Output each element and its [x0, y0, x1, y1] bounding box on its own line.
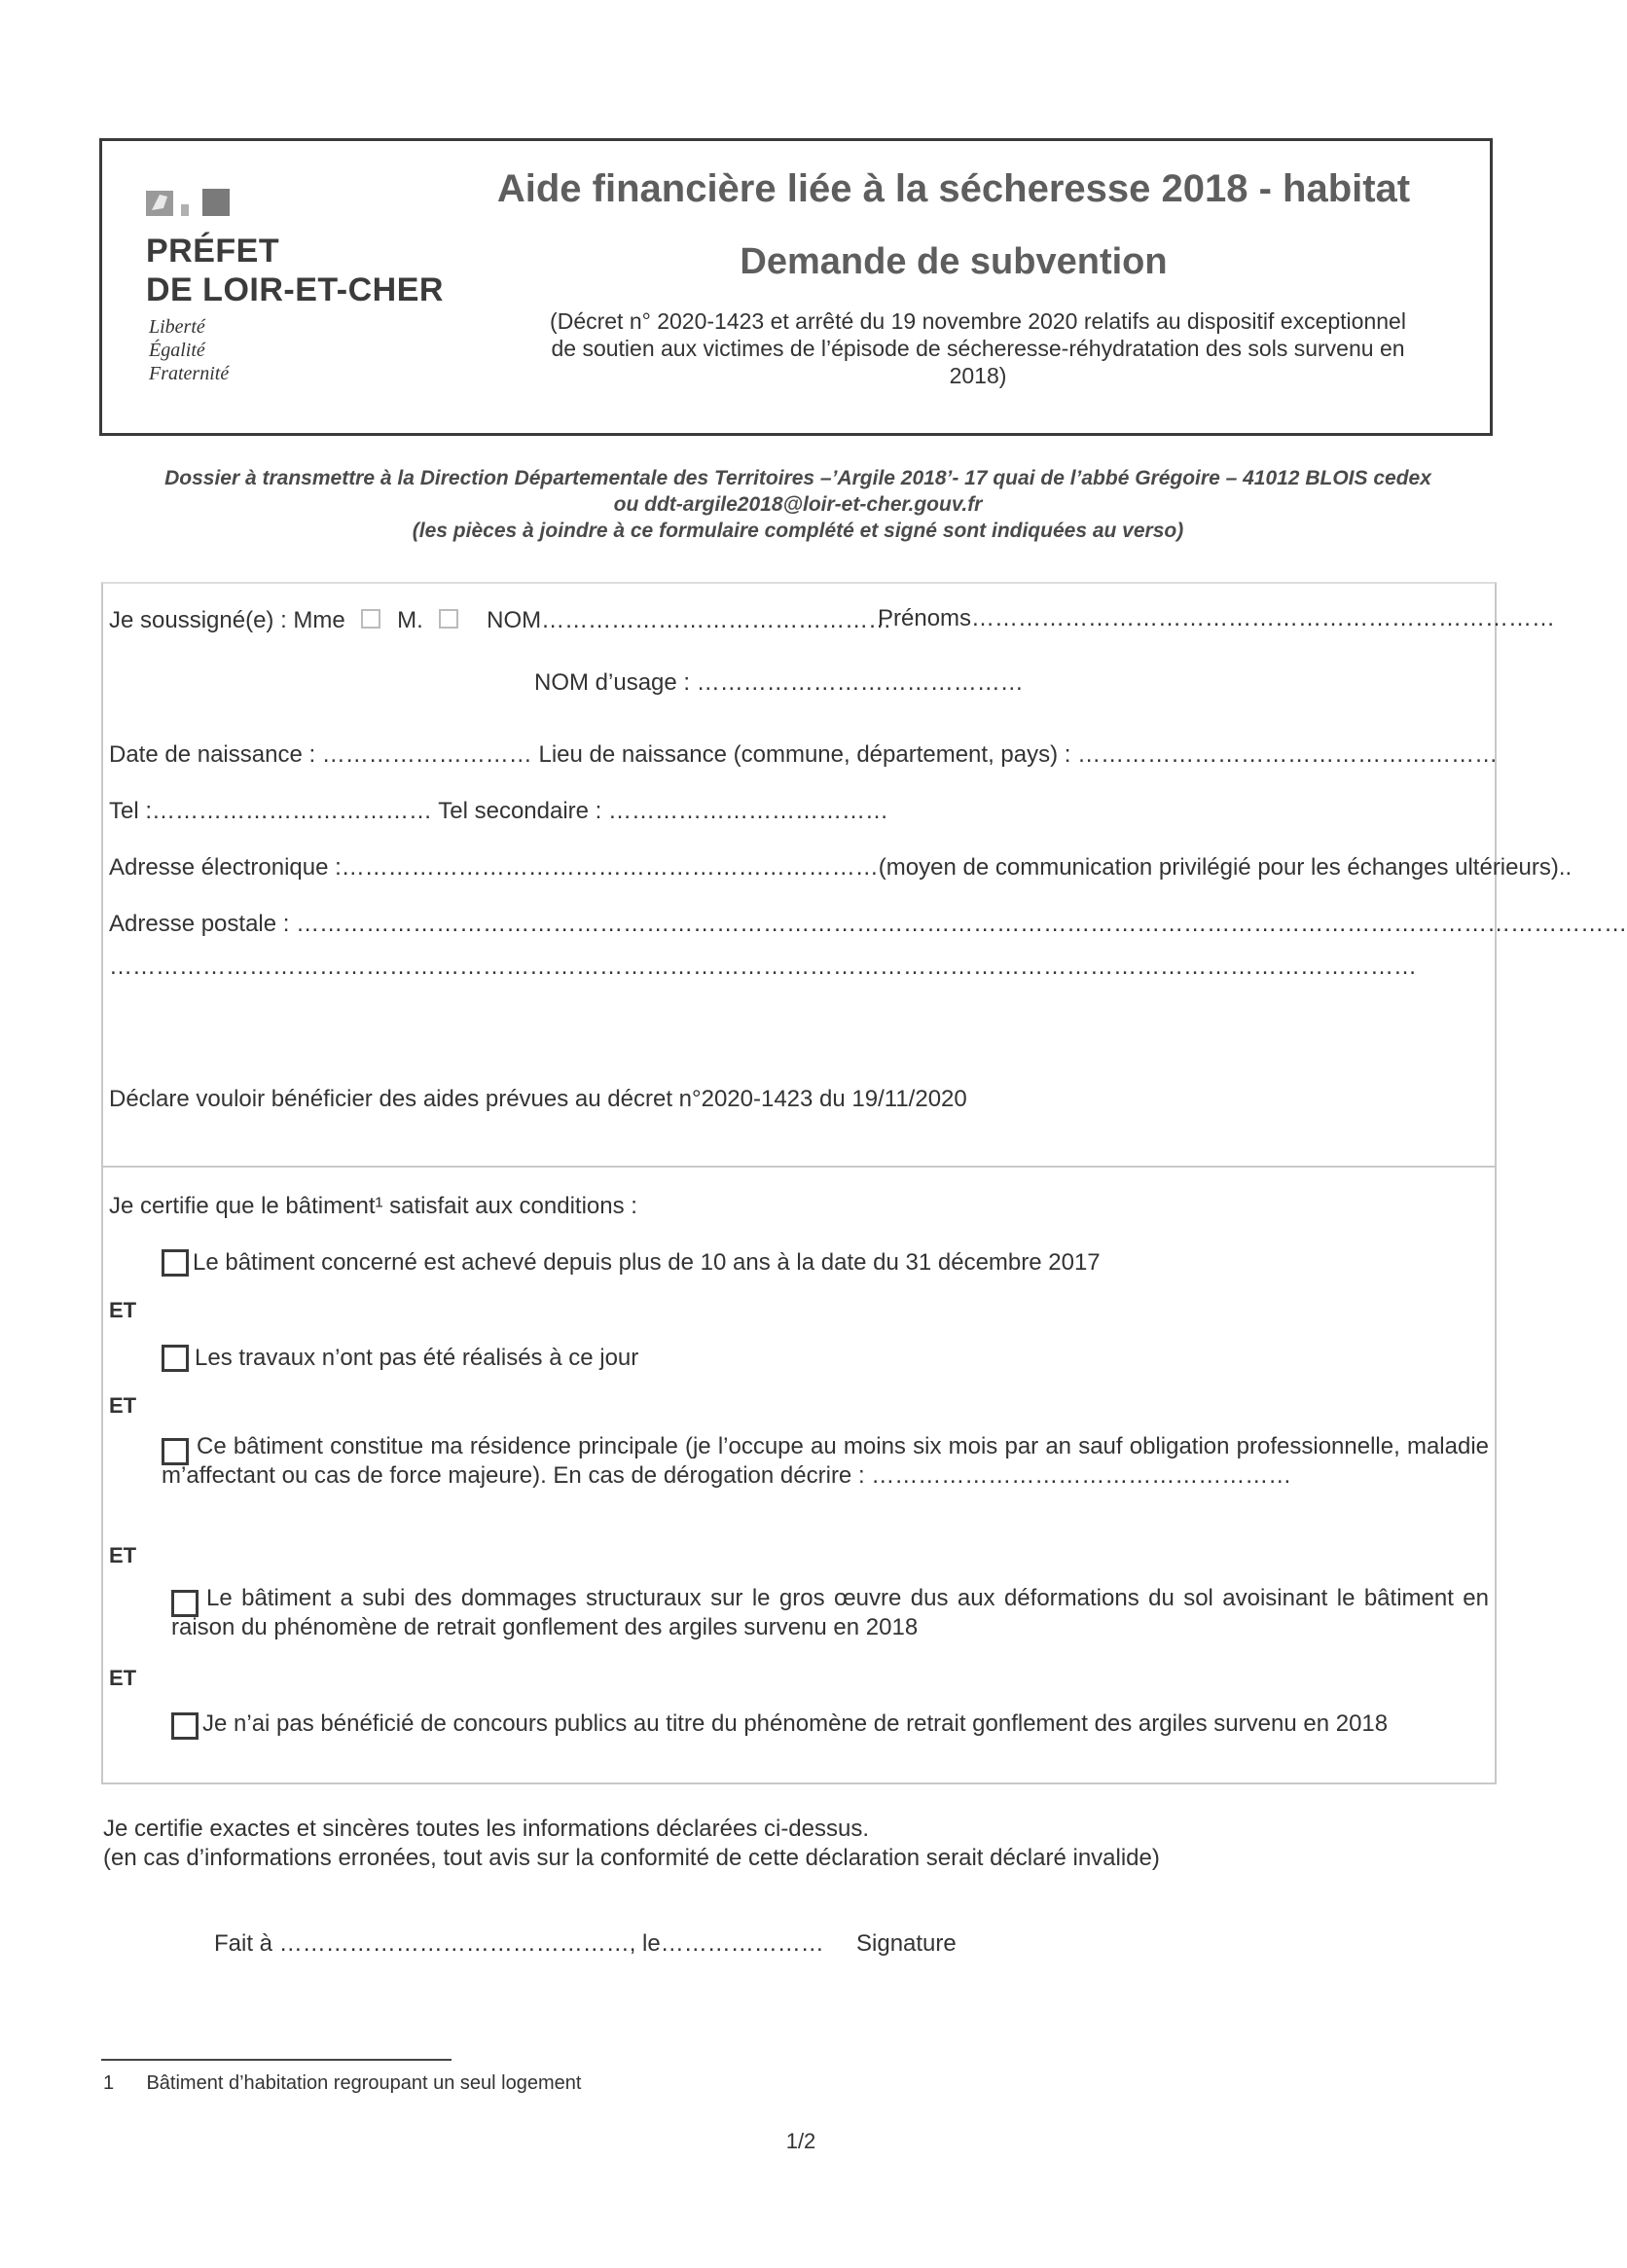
decree-line-2: de soutien aux victimes de l’épisode de sécheresse-réhydratation des sols survenu en: [551, 336, 1405, 361]
condition-1-checkbox[interactable]: [162, 1249, 189, 1277]
condition-1-text: Le bâtiment concerné est achevé depuis plus de 10 ans à la date du 31 décembre 2017: [193, 1249, 1101, 1276]
republic-motto: [149, 315, 229, 385]
fait-a-field[interactable]: Fait à ………………………………………, le…………………: [214, 1930, 824, 1957]
signature-label: Signature: [856, 1930, 957, 1957]
prefet-block: [146, 232, 444, 309]
decree-reference: [491, 307, 1464, 389]
page-number: 1/2: [785, 2129, 816, 2153]
m-label: M.: [397, 607, 423, 633]
condition-3-text: Ce bâtiment constitue ma résidence principale (je l’occupe au moins six mois par an sauf obligation professionnelle, maladie m’affectant ou cas de force majeure). En cas de dérogation décrire : ………………………………………………: [162, 1433, 1489, 1489]
et-connector: ET: [109, 1298, 137, 1322]
nom-usage-field[interactable]: NOM d’usage : ……………………………………: [534, 669, 1024, 696]
condition-5-checkbox[interactable]: [171, 1712, 199, 1740]
certify-line-1: Je certifie exactes et sincères toutes les informations déclarées ci-dessus.: [103, 1816, 870, 1842]
soussigne-label: Je soussigné(e) : Mme: [109, 607, 345, 633]
motto-fraternite: Fraternité: [149, 363, 230, 384]
decree-line-3: 2018): [949, 363, 1007, 388]
prefet-line-1: PRÉFET: [146, 233, 280, 270]
conditions-intro: Je certifie que le bâtiment¹ satisfait aux conditions :: [109, 1193, 637, 1219]
postal-address-line-2[interactable]: ……………………………………………………………………………………………………………………………………………………: [109, 954, 1417, 980]
mme-checkbox[interactable]: [361, 609, 380, 629]
phone-field[interactable]: Tel :……………………………… Tel secondaire : ………………………………: [109, 798, 889, 824]
nom-field[interactable]: NOM………………………………………: [487, 607, 892, 633]
prenoms-field[interactable]: Prénoms…………………………………………………………………: [878, 605, 1556, 631]
decree-line-1: (Décret n° 2020-1423 et arrêté du 19 novembre 2020 relatifs au dispositif exceptionnel: [550, 308, 1406, 334]
declaration-statement: Déclare vouloir bénéficier des aides prévues au décret n°2020-1423 du 19/11/2020: [109, 1086, 967, 1112]
transmit-attachments: (les pièces à joindre à ce formulaire complété et signé sont indiquées au verso): [412, 520, 1184, 542]
transmit-address: Dossier à transmettre à la Direction Départementale des Territoires –’Argile 2018’- 17 quai de l’abbé Grégoire – 41012 BLOIS cedex: [164, 467, 1431, 489]
certify-line-2: (en cas d’informations erronées, tout avis sur la conformité de cette déclaration serait déclaré invalide): [103, 1845, 1160, 1871]
prefet-line-2: DE LOIR-ET-CHER: [146, 271, 444, 308]
condition-2-text: Les travaux n’ont pas été réalisés à ce jour: [195, 1345, 639, 1371]
et-connector: ET: [109, 1393, 137, 1418]
document-title: Aide financière liée à la sécheresse 2018 - habitat: [496, 167, 1411, 210]
footnote: 1 Bâtiment d’habitation regroupant un seul logement: [103, 2072, 582, 2094]
marianne-logo-icon: [146, 185, 241, 218]
postal-address-field[interactable]: Adresse postale : ………………………………………………………………………………………………………………………………………………………: [109, 911, 1627, 937]
condition-2-checkbox[interactable]: [162, 1345, 189, 1372]
condition-4-text: Le bâtiment a subi des dommages structuraux sur le gros œuvre dus aux déformations du sol avoisinant le bâtiment en raison du phénomène de retrait gonflement des argiles survenu en 2018: [171, 1585, 1489, 1640]
condition-5-text: Je n’ai pas bénéficié de concours publics au titre du phénomène de retrait gonflement des argiles survenu en 2018: [202, 1710, 1389, 1737]
email-field[interactable]: Adresse électronique :……………………………………………………………(moyen de communication privilégié pour les échanges ultérieurs)..: [109, 854, 1573, 881]
birth-field[interactable]: Date de naissance : ……………………… Lieu de naissance (commune, département, pays) : ………………………………………………: [109, 741, 1499, 768]
civility-row: [109, 607, 891, 634]
motto-egalite: Égalité: [149, 340, 205, 361]
footnote-rule: [101, 2059, 452, 2061]
motto-liberte: Liberté: [149, 316, 205, 338]
et-connector: ET: [109, 1543, 137, 1567]
et-connector: ET: [109, 1666, 137, 1690]
transmit-email: ou ddt-argile2018@loir-et-cher.gouv.fr: [613, 493, 983, 516]
transmission-note: [88, 465, 1508, 544]
m-checkbox[interactable]: [439, 609, 458, 629]
document-subtitle: Demande de subvention: [740, 241, 1168, 282]
